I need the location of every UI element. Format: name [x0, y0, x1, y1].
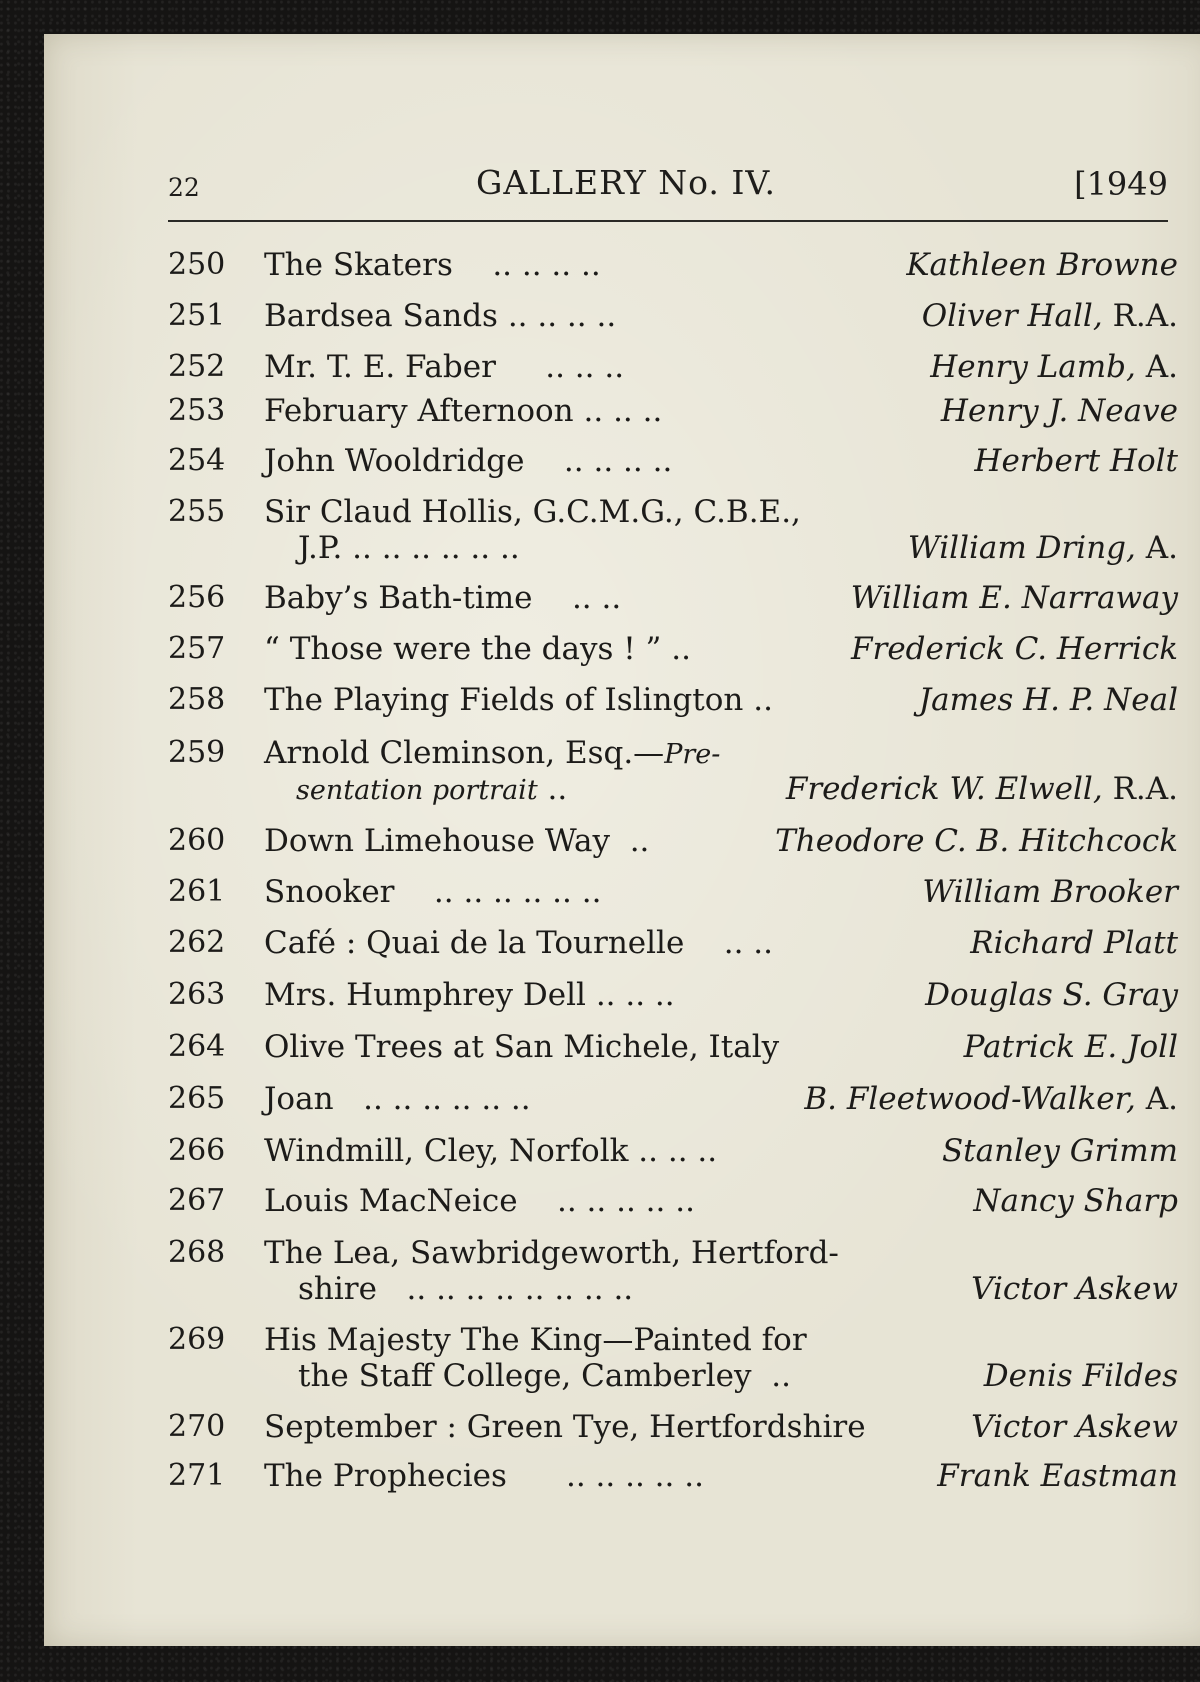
entry-number: 258: [168, 682, 226, 717]
entry-artist: Oliver Hall, R.A.: [921, 298, 1178, 334]
entry-title: Olive Trees at San Michele, Italy: [264, 1029, 780, 1065]
entry-title: The Prophecies .. .. .. .. ..: [264, 1458, 704, 1494]
entry-number: 254: [168, 443, 226, 478]
year-label: [1949: [1074, 165, 1168, 203]
catalogue-entry: [168, 494, 1178, 566]
entry-title: The Playing Fields of Islington ..: [264, 682, 773, 718]
entry-number: 261: [168, 874, 226, 909]
entry-artist: Patrick E. Joll: [963, 1029, 1178, 1065]
entry-title-continued: the Staff College, Camberley ..: [298, 1358, 791, 1394]
catalogue-entry: [168, 1322, 1178, 1394]
entry-number: 250: [168, 247, 226, 282]
entry-artist: Henry Lamb, A.: [930, 349, 1178, 385]
entry-title: Louis MacNeice .. .. .. .. ..: [264, 1183, 695, 1219]
entry-artist: Victor Askew: [971, 1271, 1178, 1307]
entry-number: 252: [168, 349, 226, 384]
entry-number: 260: [168, 823, 226, 858]
entry-title: The Lea, Sawbridgeworth, Hertford-: [264, 1235, 839, 1271]
entry-title: Café : Quai de la Tournelle .. ..: [264, 925, 774, 961]
entry-artist: Kathleen Browne: [906, 247, 1178, 283]
entry-title: Bardsea Sands .. .. .. ..: [264, 298, 617, 334]
entry-number: 257: [168, 631, 226, 666]
entry-title: “ Those were the days ! ” ..: [264, 631, 691, 667]
entry-title: Sir Claud Hollis, G.C.M.G., C.B.E.,: [264, 494, 801, 530]
entry-number: 265: [168, 1081, 226, 1116]
entry-artist: Douglas S. Gray: [925, 977, 1178, 1013]
catalogue-entry: [168, 735, 1178, 807]
entry-artist: Theodore C. B. Hitchcock: [775, 823, 1178, 859]
entry-number: 251: [168, 298, 226, 333]
page-header: [168, 163, 1168, 213]
entry-title-continued: J.P. .. .. .. .. .. ..: [298, 530, 520, 566]
entry-artist: Nancy Sharp: [973, 1183, 1178, 1219]
entry-artist: Stanley Grimm: [941, 1133, 1178, 1169]
entry-title: John Wooldridge .. .. .. ..: [264, 443, 673, 479]
entry-number: 262: [168, 925, 226, 960]
entry-number: 264: [168, 1029, 226, 1064]
entry-title: Baby’s Bath-time .. ..: [264, 580, 622, 616]
entry-number: 253: [168, 393, 226, 428]
entry-number: 268: [168, 1235, 226, 1270]
entry-artist: B. Fleetwood-Walker, A.: [804, 1081, 1178, 1117]
entry-artist: Frederick W. Elwell, R.A.: [785, 771, 1178, 807]
gallery-title: GALLERY No. IV.: [476, 163, 776, 202]
entry-artist: William Brooker: [922, 874, 1178, 910]
entry-number: 255: [168, 494, 226, 529]
entry-artist: Henry J. Neave: [940, 393, 1178, 429]
catalogue-entry: [168, 1235, 1178, 1307]
entry-title: His Majesty The King—Painted for: [264, 1322, 807, 1358]
entry-number: 259: [168, 735, 226, 770]
entry-title: September : Green Tye, Hertfordshire: [264, 1409, 866, 1445]
entry-number: 267: [168, 1183, 226, 1218]
entry-artist: Herbert Holt: [974, 443, 1178, 479]
entry-title: Mr. T. E. Faber .. .. ..: [264, 349, 625, 385]
entry-artist: Denis Fildes: [983, 1358, 1178, 1394]
entry-number: 271: [168, 1458, 226, 1493]
entry-title: Down Limehouse Way ..: [264, 823, 650, 859]
entry-title: Joan .. .. .. .. .. ..: [264, 1081, 531, 1117]
entry-artist: Frank Eastman: [937, 1458, 1178, 1494]
entry-artist: Richard Platt: [970, 925, 1178, 961]
entry-artist: James H. P. Neal: [918, 682, 1178, 718]
entry-artist: Frederick C. Herrick: [851, 631, 1178, 667]
header-rule: [168, 220, 1168, 222]
entry-number: 266: [168, 1133, 226, 1168]
entry-artist: William Dring, A.: [907, 530, 1178, 566]
entry-title: February Afternoon .. .. ..: [264, 393, 663, 429]
entry-number: 263: [168, 977, 226, 1012]
entry-artist: William E. Narraway: [850, 580, 1178, 616]
entry-title: The Skaters .. .. .. ..: [264, 247, 601, 283]
entry-title-continued: sentation portrait ..: [296, 771, 568, 807]
entry-number: 256: [168, 580, 226, 615]
entry-title: Arnold Cleminson, Esq.—Pre-: [264, 735, 721, 771]
entry-number: 270: [168, 1409, 226, 1444]
entry-title-continued: shire .. .. .. .. .. .. .. ..: [298, 1271, 634, 1307]
entry-title: Snooker .. .. .. .. .. ..: [264, 874, 602, 910]
entry-number: 269: [168, 1322, 226, 1357]
entry-title: Windmill, Cley, Norfolk .. .. ..: [264, 1133, 718, 1169]
entry-artist: Victor Askew: [971, 1409, 1178, 1445]
page-number: 22: [168, 173, 200, 202]
entry-title: Mrs. Humphrey Dell .. .. ..: [264, 977, 675, 1013]
